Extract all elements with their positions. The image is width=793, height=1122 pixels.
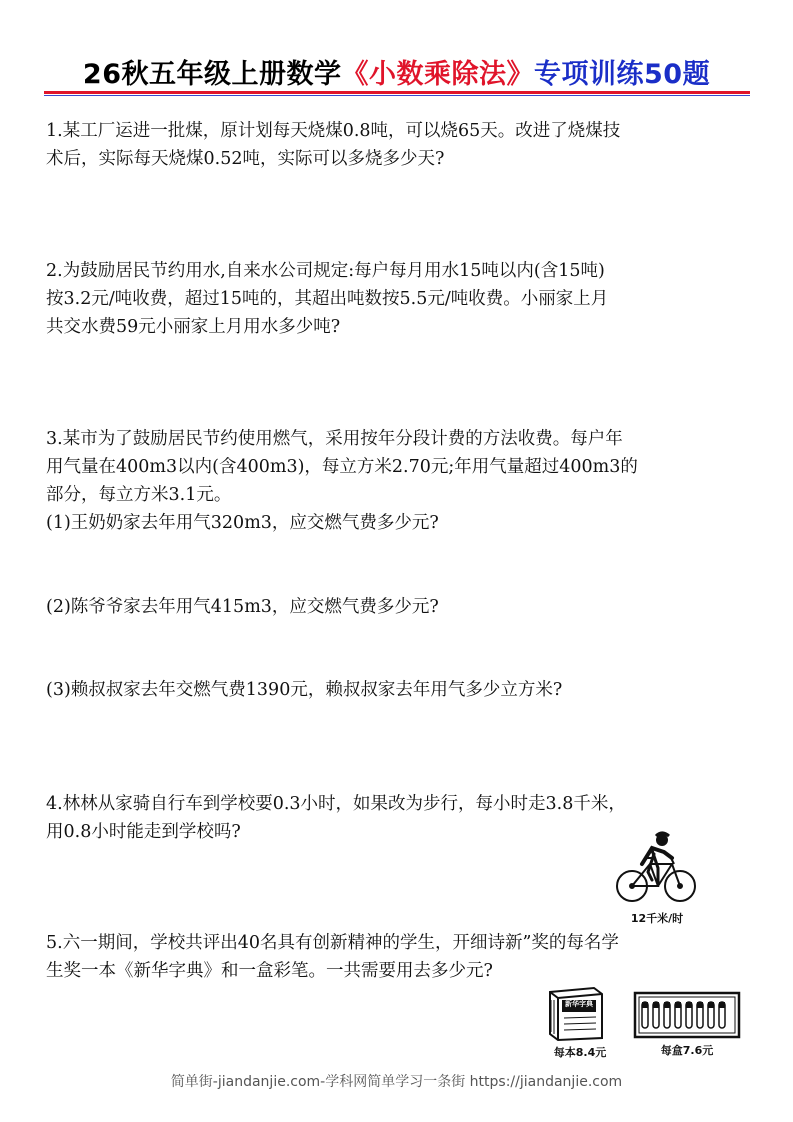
question-5-line-2: 生奖一本《新华字典》和一盒彩笔。一共需要用去多少元? bbox=[46, 961, 493, 981]
book-icon bbox=[540, 986, 610, 1042]
question-1-line-2: 术后，实际每天烧煤0.52吨，实际可以多烧多少天? bbox=[46, 149, 445, 169]
question-3-sub-3: (3)赖叔叔家去年交燃气费1390元，赖叔叔家去年用气多少立方米? bbox=[46, 680, 563, 700]
question-3-line-1: 3.某市为了鼓励居民节约使用燃气，采用按年分段计费的方法收费。每户年 bbox=[46, 429, 623, 449]
title-part3: 专项训练50题 bbox=[534, 59, 711, 90]
question-4-line-2: 用0.8小时能走到学校吗? bbox=[46, 822, 241, 842]
question-1 bbox=[46, 117, 750, 173]
speed-label: 12千米/时 bbox=[630, 912, 684, 925]
title-part2: 《小数乘除法》 bbox=[341, 59, 534, 90]
title-part1: 26秋五年级上册数学 bbox=[82, 59, 342, 90]
book-cover-title: 新华字典 bbox=[565, 1000, 593, 1008]
title-underline-blue bbox=[44, 95, 750, 96]
question-2 bbox=[46, 257, 750, 341]
question-3 bbox=[46, 425, 750, 537]
pen-price-label: 每盒7.6元 bbox=[660, 1044, 714, 1057]
question-1-line-1: 1.某工厂运进一批煤，原计划每天烧煤0.8吨，可以烧65天。改进了烧煤技 bbox=[46, 121, 621, 141]
bicycle-icon bbox=[612, 826, 702, 910]
question-3-line-3: 部分，每立方米3.1元。 bbox=[46, 485, 232, 505]
cyclist-illustration bbox=[612, 826, 702, 926]
footer-watermark: 简单街-jiandanjie.com-学科网简单学习一条街 https://jiandanjie.com bbox=[170, 1074, 623, 1090]
title-underline-red bbox=[44, 91, 750, 94]
book-price-label: 每本8.4元 bbox=[553, 1046, 607, 1059]
question-3-sub-2: (2)陈爷爷家去年用气415m3，应交燃气费多少元? bbox=[46, 597, 439, 617]
question-3-sub-1: (1)王奶奶家去年用气320m3，应交燃气费多少元? bbox=[46, 513, 439, 533]
question-2-line-3: 共交水费59元小丽家上月用水多少吨? bbox=[46, 317, 341, 337]
question-2-line-2: 按3.2元/吨收费，超过15吨的，其超出吨数按5.5元/吨收费。小丽家上月 bbox=[46, 289, 609, 309]
color-pens-illustration bbox=[632, 990, 742, 1060]
question-3-line-2: 用气量在400m3以内(含400m3)，每立方米2.70元;年用气量超过400m3的 bbox=[46, 457, 638, 477]
dictionary-illustration bbox=[540, 986, 620, 1061]
question-5 bbox=[46, 929, 750, 985]
question-2-line-1: 2.为鼓励居民节约用水,自来水公司规定:每户每月用水15吨以内(含15吨) bbox=[46, 261, 605, 281]
question-4-line-1: 4.林林从家骑自行车到学校要0.3小时，如果改为步行，每小时走3.8千米， bbox=[46, 794, 626, 814]
page-title bbox=[0, 52, 793, 91]
pen-box-icon bbox=[632, 990, 742, 1040]
question-5-line-1: 5.六一期间，学校共评出40名具有创新精神的学生，开细诗新”奖的每名学 bbox=[46, 933, 619, 953]
